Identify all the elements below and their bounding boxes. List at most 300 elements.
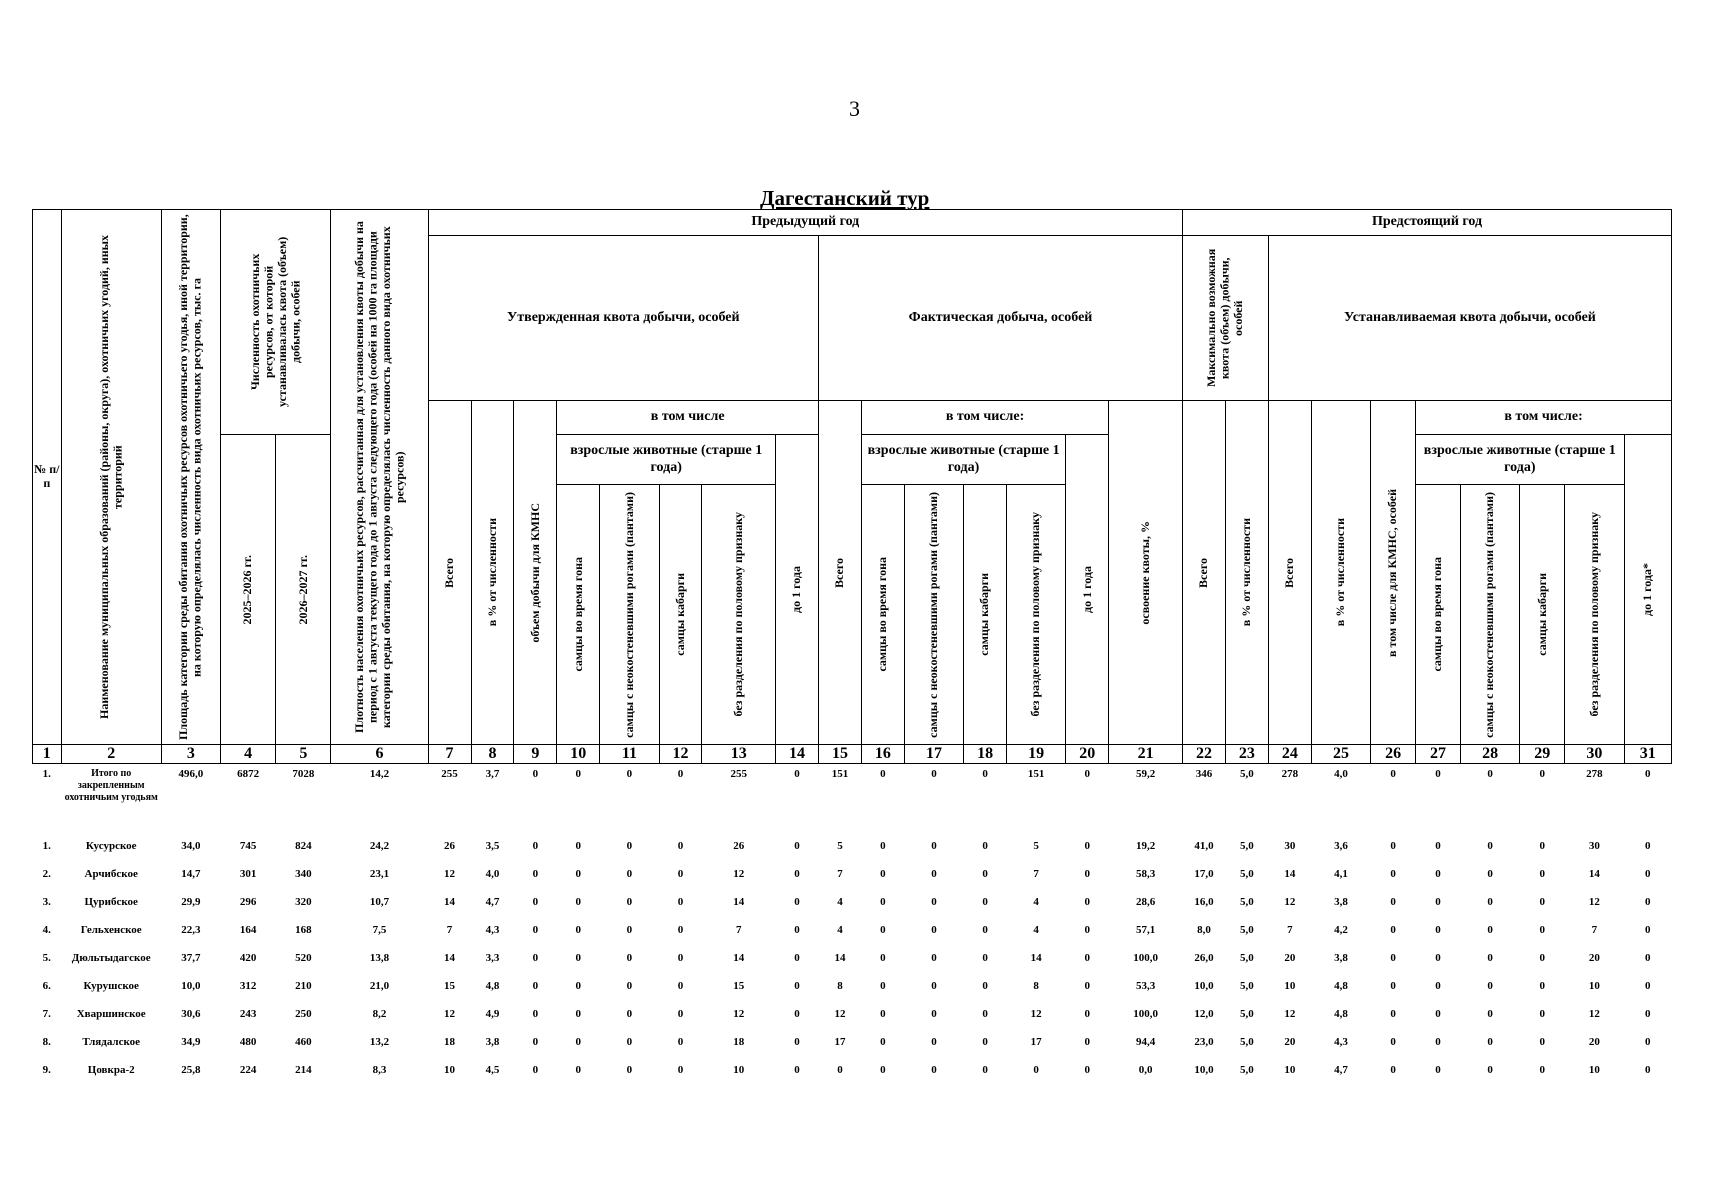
column-index: 22 — [1183, 745, 1226, 764]
h-c5-text: 2026–2027 гг. — [295, 554, 310, 625]
table-cell: 10 — [1284, 980, 1296, 993]
table-cell: 0 — [575, 868, 582, 881]
table-cell: 59,2 — [1136, 768, 1156, 781]
table-cell: 7 — [736, 924, 742, 937]
column-index: 21 — [1109, 745, 1183, 764]
table-cell: 0 — [1435, 840, 1441, 853]
h-prev-incl: в том числе — [557, 401, 819, 435]
column-index: 30 — [1565, 745, 1624, 764]
table-row — [33, 888, 1672, 916]
header-approved-quota: Утвержденная квота добычи, особей — [428, 236, 818, 401]
table-cell: 0 — [1645, 1008, 1651, 1021]
table-cell: 4,5 — [485, 1064, 500, 1077]
row-name: Хваршинское — [76, 1008, 146, 1021]
h-c4-text: 2025–2026 гг. — [240, 554, 255, 625]
table-cell: 0 — [1435, 980, 1441, 993]
table-cell: 340 — [295, 868, 312, 881]
column-index: 1 — [33, 745, 62, 764]
h-c14 — [776, 435, 819, 745]
table-cell: 0 — [1390, 980, 1396, 993]
table-cell: 0 — [1539, 980, 1546, 993]
h-set-adults: взрослые животные (старше 1 года) — [1416, 435, 1625, 485]
table-cell: 0 — [1084, 868, 1091, 881]
column-index: 15 — [818, 745, 861, 764]
table-cell: 12 — [733, 868, 745, 881]
table-cell: 5,0 — [1240, 924, 1254, 937]
table-cell: 0 — [982, 980, 988, 993]
table-cell: 4 — [837, 896, 843, 909]
table-cell: 255 — [441, 768, 458, 781]
row-number: 3. — [42, 896, 51, 909]
table-cell: 0 — [931, 980, 937, 993]
table-cell: 0 — [1390, 840, 1396, 853]
column-index: 7 — [428, 745, 471, 764]
table-cell: 5,0 — [1240, 1036, 1254, 1049]
h-c15 — [818, 401, 861, 745]
table-cell: 0 — [532, 896, 539, 909]
table-cell: 0 — [1487, 1064, 1493, 1077]
table-cell: 4,2 — [1334, 924, 1348, 937]
table-cell: 0,0 — [1138, 1064, 1153, 1077]
h-c30-text: без разделения по половому признаку — [1586, 512, 1601, 717]
row-name: Гельхенское — [80, 924, 142, 937]
table-cell: 7 — [837, 868, 843, 881]
table-cell: 6872 — [237, 768, 260, 781]
table-cell: 0 — [1539, 952, 1546, 965]
h-c28 — [1461, 485, 1520, 745]
table-cell: 20 — [1284, 952, 1296, 965]
table-cell: 20 — [1284, 1036, 1296, 1049]
table-cell: 0 — [1084, 1064, 1091, 1077]
table-cell: 14 — [834, 952, 846, 965]
table-cell: 0 — [931, 896, 937, 909]
header-population-cell — [221, 210, 331, 435]
table-cell: 94,4 — [1136, 1036, 1156, 1049]
h-c25-text: в % от численности — [1333, 518, 1348, 627]
table-cell: 3,7 — [485, 768, 500, 781]
table-cell: 12 — [1284, 896, 1296, 909]
table-cell: 0 — [1487, 1008, 1493, 1021]
table-cell: 5,0 — [1240, 1064, 1254, 1077]
table-cell: 0 — [532, 868, 539, 881]
h-c31 — [1624, 435, 1671, 745]
table-cell: 3,6 — [1334, 840, 1348, 853]
table-cell: 0 — [794, 868, 800, 881]
table-cell: 30,6 — [181, 1008, 201, 1021]
table-cell: 0 — [982, 1036, 988, 1049]
table-cell: 17 — [1030, 1036, 1042, 1049]
table-cell: 0 — [532, 1008, 539, 1021]
table-cell: 0 — [794, 768, 800, 781]
column-index: 24 — [1268, 745, 1311, 764]
header-area-cell — [161, 210, 220, 745]
table-cell: 0 — [1645, 1036, 1651, 1049]
table-cell: 0 — [677, 1064, 684, 1077]
row-number: 1. — [42, 768, 51, 781]
table-cell: 3,8 — [485, 1036, 500, 1049]
table-cell: 0 — [982, 840, 988, 853]
table-cell: 10 — [733, 1064, 745, 1077]
table-cell: 0 — [1645, 952, 1651, 965]
table-cell: 26 — [444, 840, 456, 853]
table-cell: 255 — [730, 768, 748, 781]
table-cell: 520 — [295, 952, 312, 965]
table-cell: 4,7 — [1334, 1064, 1348, 1077]
table-cell: 30 — [1588, 840, 1600, 853]
table-row — [33, 972, 1672, 1000]
table-cell: 12 — [1030, 1008, 1042, 1021]
table-cell: 0 — [575, 980, 582, 993]
h-c14-text: до 1 года — [789, 566, 804, 613]
column-index: 11 — [600, 745, 659, 764]
table-cell: 4,8 — [485, 980, 500, 993]
table-cell: 10 — [444, 1064, 456, 1077]
table-cell: 8,3 — [372, 1064, 387, 1077]
table-cell: 14 — [1284, 868, 1296, 881]
table-cell: 18 — [733, 1036, 745, 1049]
table-cell: 17,0 — [1194, 868, 1214, 881]
table-cell: 0 — [880, 868, 886, 881]
table-cell: 0 — [931, 1008, 937, 1021]
table-cell: 0 — [1487, 980, 1493, 993]
table-cell: 0 — [1390, 924, 1396, 937]
table-cell: 12 — [444, 1008, 456, 1021]
table-cell: 0 — [1390, 768, 1396, 781]
table-cell: 0 — [931, 924, 937, 937]
table-cell: 0 — [677, 840, 684, 853]
row-number: 8. — [42, 1036, 51, 1049]
table-cell: 10,0 — [1194, 980, 1214, 993]
table-cell: 0 — [1390, 868, 1396, 881]
table-cell: 0 — [794, 1064, 800, 1077]
h-c7 — [428, 401, 471, 745]
table-cell: 224 — [239, 1064, 257, 1077]
table-cell: 0 — [1084, 980, 1091, 993]
table-header — [33, 210, 1672, 745]
table-cell: 26 — [733, 840, 745, 853]
column-index: 25 — [1311, 745, 1370, 764]
table-cell: 0 — [931, 1036, 937, 1049]
table-cell: 0 — [880, 980, 886, 993]
table-cell: 22,3 — [181, 924, 201, 937]
h-c21 — [1109, 401, 1183, 745]
table-cell: 0 — [931, 868, 937, 881]
table-cell: 23,1 — [369, 868, 390, 881]
column-index: 13 — [702, 745, 776, 764]
table-cell: 0 — [1487, 952, 1493, 965]
table-cell: 12 — [733, 1008, 745, 1021]
table-cell: 18 — [444, 1036, 456, 1049]
row-number: 1. — [42, 840, 51, 853]
table-cell: 58,3 — [1136, 868, 1156, 881]
row-number: 2. — [42, 868, 51, 881]
table-cell: 0 — [1435, 868, 1441, 881]
table-cell: 14 — [733, 896, 745, 909]
column-index: 18 — [964, 745, 1007, 764]
table-cell: 0 — [575, 1064, 582, 1077]
table-cell: 13,8 — [369, 952, 390, 965]
header-name: Наименование муниципальных образований (районы, округа), охотничьих угодий, иных территорий — [96, 234, 125, 720]
table-body — [33, 764, 1672, 1085]
table-cell: 250 — [295, 1008, 312, 1021]
table-cell: 7028 — [292, 768, 315, 781]
column-index: 9 — [514, 745, 557, 764]
table-cell: 745 — [239, 840, 257, 853]
table-cell: 0 — [794, 980, 800, 993]
h-c5 — [276, 435, 331, 745]
h-c9-text: объем добычи для КМНС — [527, 502, 542, 643]
h-c24-text: Всего — [1282, 557, 1297, 588]
table-cell: 0 — [1539, 840, 1546, 853]
table-cell: 4,9 — [485, 1008, 500, 1021]
table-cell: 8,2 — [372, 1008, 387, 1021]
h-c18-text: самцы кабарги — [977, 573, 992, 656]
quota-table — [32, 209, 1672, 1084]
table-cell: 0 — [1539, 1036, 1546, 1049]
column-index: 4 — [221, 745, 276, 764]
table-cell: 0 — [982, 1064, 988, 1077]
h-c29 — [1520, 485, 1565, 745]
table-cell: 0 — [532, 1036, 539, 1049]
column-index: 14 — [776, 745, 819, 764]
table-cell: 34,9 — [181, 1036, 201, 1049]
table-cell: 0 — [1645, 896, 1651, 909]
table-cell: 0 — [626, 1064, 633, 1077]
table-cell: 0 — [1435, 768, 1441, 781]
table-cell: 15 — [733, 980, 745, 993]
table-cell: 0 — [1390, 1036, 1396, 1049]
h-c4 — [221, 435, 276, 745]
column-index: 17 — [904, 745, 963, 764]
table-cell: 17 — [834, 1036, 846, 1049]
table-cell: 5,0 — [1240, 868, 1254, 881]
h-c15-text: Всего — [832, 557, 847, 588]
table-cell: 14 — [733, 952, 745, 965]
column-index: 16 — [861, 745, 904, 764]
h-c17-text: самцы с неокостеневшими рогами (пантами) — [926, 491, 941, 738]
header-next-year: Предстоящий год — [1183, 210, 1672, 236]
row-name: Итого по закрепленным охотничьим угодьям — [64, 768, 158, 804]
column-index: 6 — [331, 745, 428, 764]
table-cell: 15 — [444, 980, 456, 993]
table-cell: 168 — [295, 924, 312, 937]
table-cell: 5,0 — [1240, 980, 1254, 993]
h-c22 — [1183, 401, 1226, 745]
table-cell: 4,0 — [485, 868, 500, 881]
row-name: Тлядалское — [82, 1036, 141, 1049]
table-cell: 5,0 — [1240, 952, 1254, 965]
table-cell: 0 — [1487, 840, 1493, 853]
header-max-quota: Максимально возможная квота (объем) добычи, особей — [1204, 248, 1246, 388]
table-cell: 0 — [794, 924, 800, 937]
table-cell: 0 — [575, 924, 582, 937]
table-cell: 12 — [834, 1008, 846, 1021]
table-cell: 0 — [1539, 768, 1546, 781]
table-cell: 243 — [239, 1008, 257, 1021]
column-index: 8 — [471, 745, 514, 764]
table-cell: 0 — [532, 980, 539, 993]
h-c10 — [557, 485, 600, 745]
table-cell: 10,0 — [181, 980, 201, 993]
table-cell: 14 — [1030, 952, 1042, 965]
table-cell: 0 — [1390, 1064, 1396, 1077]
table-cell: 57,1 — [1136, 924, 1156, 937]
table-cell: 0 — [1435, 1036, 1441, 1049]
h-actual-adults: взрослые животные (старше 1 года) — [861, 435, 1065, 485]
table-cell: 0 — [880, 768, 886, 781]
table-cell: 0 — [880, 924, 886, 937]
table-cell: 0 — [1539, 896, 1546, 909]
table-cell: 0 — [1084, 1036, 1091, 1049]
column-index: 19 — [1007, 745, 1066, 764]
table-cell: 0 — [1084, 1008, 1091, 1021]
header-prev-year: Предыдущий год — [428, 210, 1182, 236]
table-cell: 0 — [880, 952, 886, 965]
page-number: 3 — [849, 96, 860, 121]
header-name-cell — [61, 210, 161, 745]
table-cell: 5 — [1033, 840, 1039, 853]
table-cell: 20 — [1588, 1036, 1600, 1049]
table-cell: 0 — [1084, 952, 1091, 965]
h-c23 — [1225, 401, 1268, 745]
table-cell: 0 — [1390, 896, 1396, 909]
table-cell: 0 — [1435, 952, 1441, 965]
table-cell: 0 — [677, 768, 684, 781]
row-number: 9. — [42, 1064, 51, 1077]
h-set-incl: в том числе: — [1416, 401, 1672, 435]
column-index: 28 — [1461, 745, 1520, 764]
table-cell: 0 — [982, 868, 988, 881]
table-cell: 0 — [794, 1008, 800, 1021]
table-cell: 4 — [1033, 896, 1039, 909]
table-cell: 0 — [1084, 768, 1091, 781]
table-cell: 420 — [239, 952, 257, 965]
header-set-quota: Устанавливаемая квота добычи, особей — [1268, 236, 1671, 401]
table-cell: 0 — [1033, 1064, 1039, 1077]
table-cell: 0 — [931, 1064, 937, 1077]
header-density-cell — [331, 210, 428, 745]
table-cell: 0 — [837, 1064, 843, 1077]
table-cell: 480 — [239, 1036, 257, 1049]
table-cell: 0 — [626, 980, 633, 993]
table-cell: 0 — [1435, 1008, 1441, 1021]
h-c10-text: самцы во время гона — [570, 557, 585, 672]
h-c17 — [904, 485, 963, 745]
table-cell: 0 — [626, 868, 633, 881]
table-cell: 3,5 — [485, 840, 500, 853]
table-cell: 0 — [626, 768, 633, 781]
table-cell: 28,6 — [1136, 896, 1156, 909]
table-cell: 0 — [1084, 896, 1091, 909]
table-cell: 0 — [1645, 924, 1651, 937]
table-cell: 5,0 — [1240, 840, 1254, 853]
table-cell: 0 — [1390, 952, 1396, 965]
h-c22-text: Всего — [1196, 557, 1211, 588]
column-index: 5 — [276, 745, 331, 764]
table-cell: 151 — [1027, 768, 1045, 781]
table-cell: 0 — [1084, 840, 1091, 853]
column-index: 2 — [61, 745, 161, 764]
table-cell: 151 — [831, 768, 849, 781]
table-cell: 0 — [1390, 1008, 1396, 1021]
table-cell: 0 — [1435, 1064, 1441, 1077]
table-cell: 0 — [880, 1036, 886, 1049]
table-cell: 10 — [1588, 1064, 1600, 1077]
table-cell: 0 — [626, 952, 633, 965]
table-cell: 0 — [982, 768, 988, 781]
table-cell: 21,0 — [369, 980, 390, 993]
table-cell: 19,2 — [1136, 840, 1156, 853]
column-index: 23 — [1225, 745, 1268, 764]
table-row — [33, 1028, 1672, 1056]
table-row — [33, 944, 1672, 972]
table-row — [33, 860, 1672, 888]
table-cell: 53,3 — [1136, 980, 1156, 993]
table-cell: 346 — [1195, 768, 1213, 781]
table-cell: 7 — [1591, 924, 1598, 937]
h-c11 — [600, 485, 659, 745]
table-cell: 0 — [677, 980, 684, 993]
table-cell: 10 — [1284, 1064, 1296, 1077]
table-cell: 25,8 — [181, 1064, 201, 1077]
table-cell: 5,0 — [1240, 768, 1254, 781]
table-row — [33, 832, 1672, 860]
h-c9 — [514, 401, 557, 745]
table-cell: 0 — [575, 768, 582, 781]
table-cell: 0 — [626, 896, 633, 909]
table-cell: 0 — [626, 840, 633, 853]
table-cell: 278 — [1281, 768, 1299, 781]
table-cell: 0 — [794, 896, 800, 909]
table-cell: 0 — [532, 924, 539, 937]
table-cell: 0 — [880, 1064, 886, 1077]
table-cell: 0 — [626, 1036, 633, 1049]
row-name: Цурибское — [84, 896, 138, 909]
table-cell: 0 — [677, 952, 684, 965]
table-cell: 12 — [444, 868, 456, 881]
h-c12-text: самцы кабарги — [672, 573, 687, 656]
table-cell: 0 — [677, 1008, 684, 1021]
h-c8 — [471, 401, 514, 745]
table-cell: 0 — [677, 896, 684, 909]
row-number: 6. — [42, 980, 51, 993]
h-c27 — [1416, 485, 1461, 745]
table-cell: 0 — [1539, 1008, 1546, 1021]
table-cell: 14,2 — [369, 768, 390, 781]
table-cell: 14 — [444, 952, 456, 965]
row-name: Арчибское — [84, 868, 138, 881]
table-cell: 0 — [794, 840, 800, 853]
table-cell: 0 — [1539, 1064, 1546, 1077]
table-cell: 0 — [677, 924, 684, 937]
table-cell: 0 — [677, 1036, 684, 1049]
table-cell: 0 — [1645, 768, 1651, 781]
table-cell: 0 — [1487, 924, 1493, 937]
h-c13-text: без разделения по половому признаку — [731, 512, 746, 717]
table-row — [33, 1056, 1672, 1084]
header-num: № п/п — [33, 210, 62, 745]
table-cell: 0 — [1435, 924, 1441, 937]
h-c18 — [964, 485, 1007, 745]
table-cell: 7 — [1287, 924, 1293, 937]
column-index-row-group — [33, 745, 1672, 764]
table-cell: 34,0 — [181, 840, 201, 853]
table-cell: 0 — [575, 952, 582, 965]
header-actual-harvest: Фактическая добыча, особей — [818, 236, 1182, 401]
h-c19-text: без разделения по половому признаку — [1028, 512, 1043, 717]
table-cell: 5,0 — [1240, 896, 1254, 909]
table-cell: 4,1 — [1334, 868, 1348, 881]
